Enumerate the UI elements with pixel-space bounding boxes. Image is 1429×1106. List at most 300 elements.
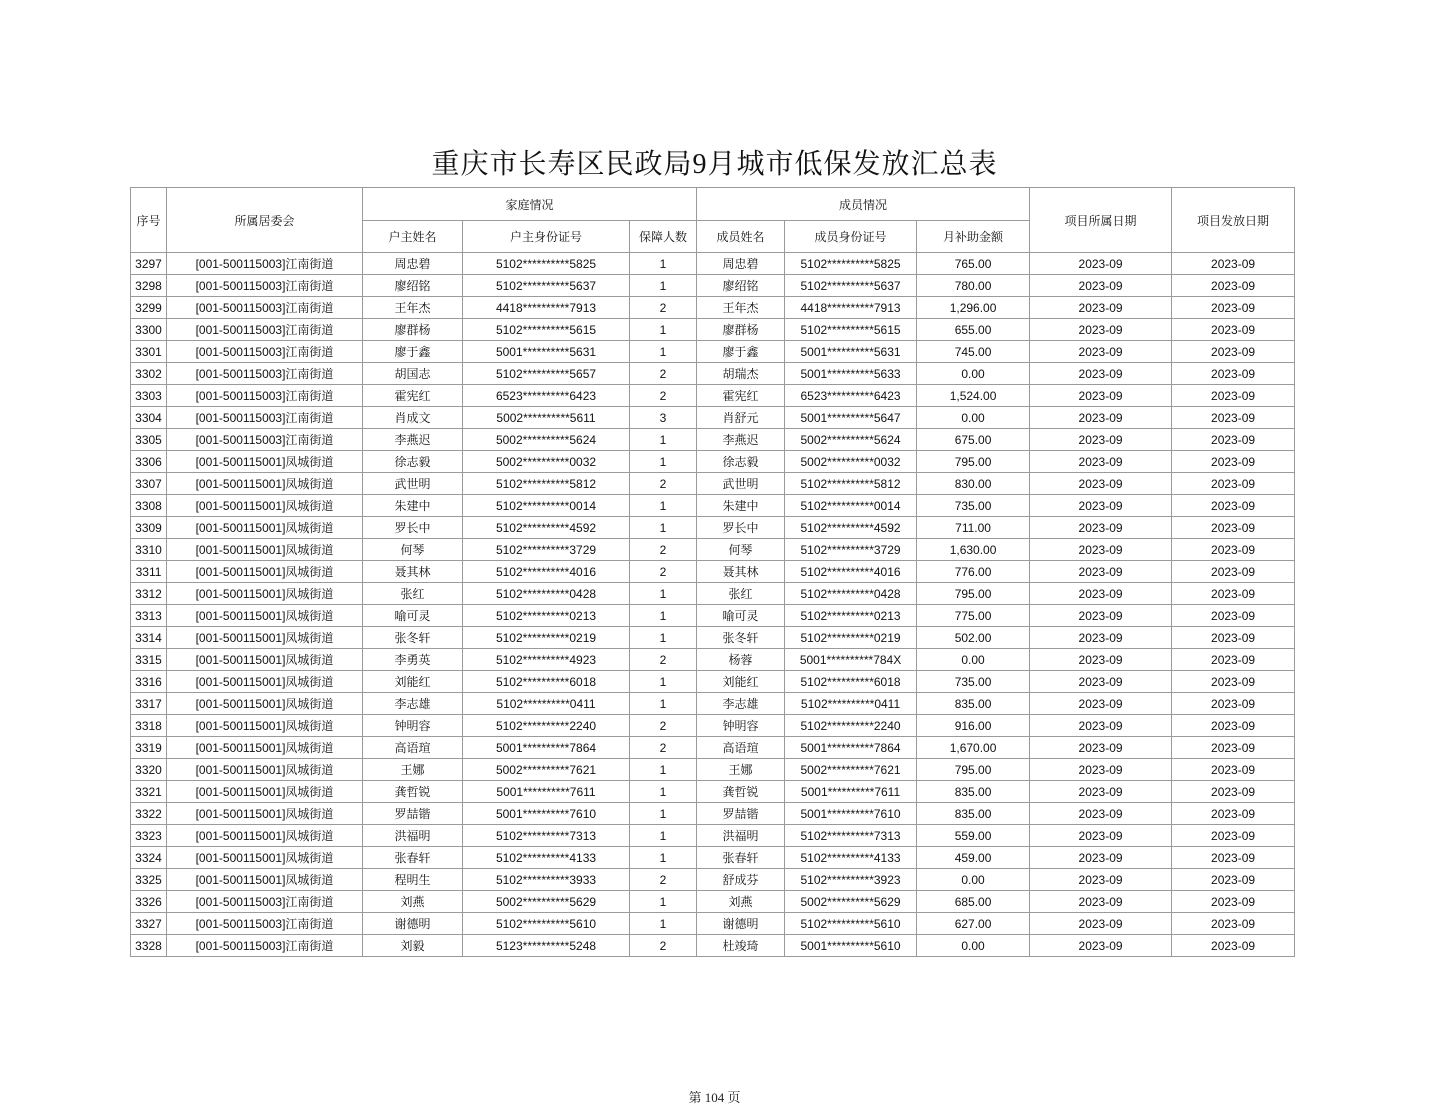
- cell-committee: [001-500115003]江南街道: [167, 319, 363, 341]
- cell-member-name: 何琴: [697, 539, 785, 561]
- table-row: [131, 275, 1295, 297]
- cell-issue-date: 2023-09: [1172, 605, 1295, 627]
- cell-seq: 3299: [131, 297, 167, 319]
- header-head-id: 户主身份证号: [463, 221, 630, 253]
- cell-seq: 3317: [131, 693, 167, 715]
- cell-issue-date: 2023-09: [1172, 583, 1295, 605]
- cell-member-id: 5001**********5631: [785, 341, 917, 363]
- cell-member-name: 廖于鑫: [697, 341, 785, 363]
- table-row: [131, 473, 1295, 495]
- cell-seq: 3311: [131, 561, 167, 583]
- cell-issue-date: 2023-09: [1172, 275, 1295, 297]
- cell-committee: [001-500115001]凤城街道: [167, 715, 363, 737]
- table-row: [131, 913, 1295, 935]
- cell-head-name: 朱建中: [363, 495, 463, 517]
- cell-seq: 3324: [131, 847, 167, 869]
- cell-seq: 3321: [131, 781, 167, 803]
- cell-persons: 1: [630, 429, 697, 451]
- cell-persons: 2: [630, 737, 697, 759]
- cell-amount: 765.00: [917, 253, 1030, 275]
- table-row: [131, 451, 1295, 473]
- cell-head-id: 5002**********0032: [463, 451, 630, 473]
- cell-project-date: 2023-09: [1030, 517, 1172, 539]
- cell-head-id: 4418**********7913: [463, 297, 630, 319]
- cell-member-name: 李燕迟: [697, 429, 785, 451]
- cell-member-id: 5001**********5647: [785, 407, 917, 429]
- cell-member-id: 5102**********3923: [785, 869, 917, 891]
- cell-project-date: 2023-09: [1030, 869, 1172, 891]
- cell-project-date: 2023-09: [1030, 891, 1172, 913]
- cell-amount: 711.00: [917, 517, 1030, 539]
- header-seq: 序号: [131, 188, 167, 253]
- cell-seq: 3326: [131, 891, 167, 913]
- cell-project-date: 2023-09: [1030, 473, 1172, 495]
- cell-issue-date: 2023-09: [1172, 319, 1295, 341]
- cell-head-name: 程明生: [363, 869, 463, 891]
- table-row: [131, 385, 1295, 407]
- cell-head-name: 谢德明: [363, 913, 463, 935]
- header-family-group: 家庭情况: [363, 188, 697, 221]
- cell-seq: 3323: [131, 825, 167, 847]
- cell-project-date: 2023-09: [1030, 781, 1172, 803]
- cell-committee: [001-500115001]凤城街道: [167, 517, 363, 539]
- cell-member-id: 5102**********5615: [785, 319, 917, 341]
- table-row: [131, 627, 1295, 649]
- cell-member-name: 舒成芬: [697, 869, 785, 891]
- cell-seq: 3328: [131, 935, 167, 957]
- cell-head-id: 5102**********4923: [463, 649, 630, 671]
- cell-member-name: 张冬轩: [697, 627, 785, 649]
- cell-member-id: 5102**********4133: [785, 847, 917, 869]
- cell-committee: [001-500115001]凤城街道: [167, 693, 363, 715]
- cell-committee: [001-500115003]江南街道: [167, 297, 363, 319]
- cell-amount: 1,630.00: [917, 539, 1030, 561]
- cell-seq: 3307: [131, 473, 167, 495]
- cell-member-name: 徐志毅: [697, 451, 785, 473]
- table-row: [131, 715, 1295, 737]
- cell-committee: [001-500115003]江南街道: [167, 385, 363, 407]
- header-member-id: 成员身份证号: [785, 221, 917, 253]
- cell-issue-date: 2023-09: [1172, 803, 1295, 825]
- cell-issue-date: 2023-09: [1172, 869, 1295, 891]
- cell-amount: 655.00: [917, 319, 1030, 341]
- cell-head-id: 5102**********0219: [463, 627, 630, 649]
- cell-issue-date: 2023-09: [1172, 429, 1295, 451]
- cell-issue-date: 2023-09: [1172, 341, 1295, 363]
- cell-head-name: 张春轩: [363, 847, 463, 869]
- page-title: 重庆市长寿区民政局9月城市低保发放汇总表: [431, 149, 998, 180]
- cell-seq: 3301: [131, 341, 167, 363]
- table-row: [131, 671, 1295, 693]
- cell-member-id: 5002**********5629: [785, 891, 917, 913]
- cell-member-id: 5001**********5610: [785, 935, 917, 957]
- cell-member-name: 张红: [697, 583, 785, 605]
- cell-project-date: 2023-09: [1030, 693, 1172, 715]
- cell-seq: 3303: [131, 385, 167, 407]
- cell-committee: [001-500115001]凤城街道: [167, 627, 363, 649]
- cell-member-name: 洪福明: [697, 825, 785, 847]
- cell-head-name: 肖成文: [363, 407, 463, 429]
- header-project-date: 项目所属日期: [1030, 188, 1172, 253]
- cell-seq: 3314: [131, 627, 167, 649]
- cell-head-name: 霍宪红: [363, 385, 463, 407]
- cell-committee: [001-500115001]凤城街道: [167, 847, 363, 869]
- cell-project-date: 2023-09: [1030, 605, 1172, 627]
- cell-committee: [001-500115001]凤城街道: [167, 495, 363, 517]
- cell-project-date: 2023-09: [1030, 847, 1172, 869]
- cell-seq: 3308: [131, 495, 167, 517]
- cell-amount: 627.00: [917, 913, 1030, 935]
- header-amount: 月补助金额: [917, 221, 1030, 253]
- cell-member-name: 霍宪红: [697, 385, 785, 407]
- cell-amount: 745.00: [917, 341, 1030, 363]
- cell-member-id: 5001**********784X: [785, 649, 917, 671]
- cell-amount: 1,524.00: [917, 385, 1030, 407]
- cell-member-name: 李志雄: [697, 693, 785, 715]
- cell-project-date: 2023-09: [1030, 451, 1172, 473]
- header-issue-date: 项目发放日期: [1172, 188, 1295, 253]
- cell-amount: 795.00: [917, 451, 1030, 473]
- table-row: [131, 363, 1295, 385]
- header-committee: 所属居委会: [167, 188, 363, 253]
- cell-committee: [001-500115001]凤城街道: [167, 781, 363, 803]
- cell-project-date: 2023-09: [1030, 407, 1172, 429]
- cell-head-id: 5002**********5624: [463, 429, 630, 451]
- cell-persons: 2: [630, 385, 697, 407]
- cell-head-name: 廖于鑫: [363, 341, 463, 363]
- cell-persons: 1: [630, 759, 697, 781]
- header-persons: 保障人数: [630, 221, 697, 253]
- cell-amount: 459.00: [917, 847, 1030, 869]
- table-row: [131, 847, 1295, 869]
- cell-seq: 3312: [131, 583, 167, 605]
- cell-head-id: 5102**********2240: [463, 715, 630, 737]
- cell-issue-date: 2023-09: [1172, 781, 1295, 803]
- table-row: [131, 583, 1295, 605]
- cell-project-date: 2023-09: [1030, 671, 1172, 693]
- table-row: [131, 825, 1295, 847]
- cell-head-id: 5002**********5629: [463, 891, 630, 913]
- cell-project-date: 2023-09: [1030, 429, 1172, 451]
- cell-persons: 1: [630, 825, 697, 847]
- cell-seq: 3298: [131, 275, 167, 297]
- cell-head-name: 王年杰: [363, 297, 463, 319]
- table-row: [131, 297, 1295, 319]
- cell-issue-date: 2023-09: [1172, 539, 1295, 561]
- cell-member-id: 5002**********5624: [785, 429, 917, 451]
- cell-issue-date: 2023-09: [1172, 627, 1295, 649]
- cell-seq: 3305: [131, 429, 167, 451]
- cell-committee: [001-500115001]凤城街道: [167, 473, 363, 495]
- cell-issue-date: 2023-09: [1172, 715, 1295, 737]
- cell-issue-date: 2023-09: [1172, 473, 1295, 495]
- cell-member-id: 5102**********0411: [785, 693, 917, 715]
- cell-issue-date: 2023-09: [1172, 517, 1295, 539]
- cell-head-name: 刘能红: [363, 671, 463, 693]
- cell-amount: 835.00: [917, 693, 1030, 715]
- cell-seq: 3313: [131, 605, 167, 627]
- header-member-name: 成员姓名: [697, 221, 785, 253]
- cell-committee: [001-500115003]江南街道: [167, 363, 363, 385]
- cell-amount: 735.00: [917, 671, 1030, 693]
- cell-committee: [001-500115001]凤城街道: [167, 825, 363, 847]
- cell-head-id: 5102**********3933: [463, 869, 630, 891]
- page-number: 第 104 页: [688, 1090, 741, 1105]
- cell-member-name: 朱建中: [697, 495, 785, 517]
- cell-head-id: 5102**********4592: [463, 517, 630, 539]
- cell-persons: 1: [630, 781, 697, 803]
- cell-member-name: 廖群杨: [697, 319, 785, 341]
- cell-member-name: 肖舒元: [697, 407, 785, 429]
- cell-member-name: 刘燕: [697, 891, 785, 913]
- cell-amount: 1,670.00: [917, 737, 1030, 759]
- cell-persons: 2: [630, 649, 697, 671]
- cell-head-id: 5001**********7864: [463, 737, 630, 759]
- cell-persons: 1: [630, 803, 697, 825]
- cell-member-id: 5001**********7864: [785, 737, 917, 759]
- cell-member-id: 5102**********4016: [785, 561, 917, 583]
- cell-committee: [001-500115003]江南街道: [167, 429, 363, 451]
- cell-head-id: 6523**********6423: [463, 385, 630, 407]
- cell-persons: 1: [630, 319, 697, 341]
- cell-seq: 3297: [131, 253, 167, 275]
- cell-head-id: 5102**********5812: [463, 473, 630, 495]
- table-row: [131, 253, 1295, 275]
- cell-seq: 3319: [131, 737, 167, 759]
- cell-member-id: 5102**********0213: [785, 605, 917, 627]
- table-row: [131, 737, 1295, 759]
- cell-persons: 1: [630, 671, 697, 693]
- table-row: [131, 649, 1295, 671]
- cell-project-date: 2023-09: [1030, 803, 1172, 825]
- table-row: [131, 341, 1295, 363]
- cell-committee: [001-500115003]江南街道: [167, 913, 363, 935]
- table-row: [131, 759, 1295, 781]
- cell-project-date: 2023-09: [1030, 715, 1172, 737]
- cell-head-name: 武世明: [363, 473, 463, 495]
- cell-member-name: 王娜: [697, 759, 785, 781]
- cell-issue-date: 2023-09: [1172, 759, 1295, 781]
- cell-amount: 776.00: [917, 561, 1030, 583]
- cell-head-name: 高语瑄: [363, 737, 463, 759]
- cell-head-id: 5001**********7610: [463, 803, 630, 825]
- cell-head-id: 5102**********5610: [463, 913, 630, 935]
- cell-head-id: 5102**********3729: [463, 539, 630, 561]
- cell-project-date: 2023-09: [1030, 737, 1172, 759]
- cell-head-name: 周忠碧: [363, 253, 463, 275]
- cell-member-id: 5001**********5633: [785, 363, 917, 385]
- cell-member-id: 5102**********0014: [785, 495, 917, 517]
- cell-issue-date: 2023-09: [1172, 693, 1295, 715]
- table-row: [131, 781, 1295, 803]
- cell-persons: 3: [630, 407, 697, 429]
- cell-committee: [001-500115001]凤城街道: [167, 451, 363, 473]
- cell-committee: [001-500115001]凤城街道: [167, 539, 363, 561]
- cell-member-id: 5002**********0032: [785, 451, 917, 473]
- cell-amount: 0.00: [917, 869, 1030, 891]
- cell-member-id: 5102**********5812: [785, 473, 917, 495]
- cell-project-date: 2023-09: [1030, 759, 1172, 781]
- cell-head-name: 张冬轩: [363, 627, 463, 649]
- cell-seq: 3315: [131, 649, 167, 671]
- cell-head-name: 罗喆锴: [363, 803, 463, 825]
- cell-member-id: 5102**********0219: [785, 627, 917, 649]
- cell-head-id: 5002**********7621: [463, 759, 630, 781]
- cell-head-name: 聂其林: [363, 561, 463, 583]
- cell-member-id: 5102**********6018: [785, 671, 917, 693]
- cell-committee: [001-500115003]江南街道: [167, 341, 363, 363]
- cell-issue-date: 2023-09: [1172, 825, 1295, 847]
- cell-issue-date: 2023-09: [1172, 649, 1295, 671]
- cell-member-id: 5102**********4592: [785, 517, 917, 539]
- cell-seq: 3316: [131, 671, 167, 693]
- cell-head-id: 5102**********6018: [463, 671, 630, 693]
- cell-persons: 1: [630, 693, 697, 715]
- cell-member-name: 刘能红: [697, 671, 785, 693]
- cell-head-name: 龚哲锐: [363, 781, 463, 803]
- table-row: [131, 429, 1295, 451]
- cell-seq: 3302: [131, 363, 167, 385]
- cell-head-name: 廖群杨: [363, 319, 463, 341]
- cell-member-id: 5102**********7313: [785, 825, 917, 847]
- cell-project-date: 2023-09: [1030, 583, 1172, 605]
- cell-project-date: 2023-09: [1030, 275, 1172, 297]
- cell-persons: 1: [630, 891, 697, 913]
- cell-persons: 1: [630, 253, 697, 275]
- cell-amount: 735.00: [917, 495, 1030, 517]
- cell-persons: 1: [630, 847, 697, 869]
- cell-head-name: 张红: [363, 583, 463, 605]
- cell-amount: 685.00: [917, 891, 1030, 913]
- cell-project-date: 2023-09: [1030, 253, 1172, 275]
- cell-persons: 1: [630, 913, 697, 935]
- cell-issue-date: 2023-09: [1172, 363, 1295, 385]
- cell-member-name: 谢德明: [697, 913, 785, 935]
- cell-persons: 1: [630, 627, 697, 649]
- cell-seq: 3320: [131, 759, 167, 781]
- cell-head-name: 刘燕: [363, 891, 463, 913]
- cell-persons: 1: [630, 275, 697, 297]
- cell-member-name: 罗长中: [697, 517, 785, 539]
- header-head-name: 户主姓名: [363, 221, 463, 253]
- cell-member-name: 武世明: [697, 473, 785, 495]
- cell-project-date: 2023-09: [1030, 935, 1172, 957]
- cell-head-id: 5002**********5611: [463, 407, 630, 429]
- cell-persons: 2: [630, 363, 697, 385]
- cell-persons: 2: [630, 539, 697, 561]
- cell-seq: 3325: [131, 869, 167, 891]
- cell-seq: 3322: [131, 803, 167, 825]
- cell-amount: 1,296.00: [917, 297, 1030, 319]
- cell-amount: 775.00: [917, 605, 1030, 627]
- cell-amount: 0.00: [917, 363, 1030, 385]
- cell-head-name: 李志雄: [363, 693, 463, 715]
- table-row: [131, 495, 1295, 517]
- cell-issue-date: 2023-09: [1172, 671, 1295, 693]
- cell-issue-date: 2023-09: [1172, 297, 1295, 319]
- cell-persons: 1: [630, 495, 697, 517]
- table-row: [131, 803, 1295, 825]
- cell-project-date: 2023-09: [1030, 297, 1172, 319]
- cell-issue-date: 2023-09: [1172, 385, 1295, 407]
- cell-persons: 1: [630, 451, 697, 473]
- cell-amount: 835.00: [917, 781, 1030, 803]
- cell-head-name: 李勇英: [363, 649, 463, 671]
- cell-committee: [001-500115001]凤城街道: [167, 561, 363, 583]
- table-row: [131, 605, 1295, 627]
- cell-issue-date: 2023-09: [1172, 253, 1295, 275]
- cell-issue-date: 2023-09: [1172, 891, 1295, 913]
- cell-persons: 2: [630, 297, 697, 319]
- header-member-group: 成员情况: [697, 188, 1030, 221]
- cell-seq: 3300: [131, 319, 167, 341]
- cell-persons: 2: [630, 869, 697, 891]
- cell-member-id: 5102**********5637: [785, 275, 917, 297]
- cell-member-id: 5001**********7611: [785, 781, 917, 803]
- cell-head-name: 喻可灵: [363, 605, 463, 627]
- cell-head-id: 5102**********5637: [463, 275, 630, 297]
- cell-amount: 502.00: [917, 627, 1030, 649]
- cell-head-id: 5001**********7611: [463, 781, 630, 803]
- cell-member-id: 5102**********0428: [785, 583, 917, 605]
- cell-member-name: 喻可灵: [697, 605, 785, 627]
- table-row: [131, 517, 1295, 539]
- cell-issue-date: 2023-09: [1172, 407, 1295, 429]
- cell-member-name: 杜竣琦: [697, 935, 785, 957]
- cell-amount: 0.00: [917, 649, 1030, 671]
- cell-issue-date: 2023-09: [1172, 737, 1295, 759]
- cell-seq: 3327: [131, 913, 167, 935]
- cell-head-id: 5102**********0411: [463, 693, 630, 715]
- table-row: [131, 891, 1295, 913]
- cell-project-date: 2023-09: [1030, 561, 1172, 583]
- cell-committee: [001-500115001]凤城街道: [167, 869, 363, 891]
- cell-committee: [001-500115003]江南街道: [167, 891, 363, 913]
- cell-head-id: 5001**********5631: [463, 341, 630, 363]
- cell-project-date: 2023-09: [1030, 539, 1172, 561]
- cell-member-id: 5102**********5825: [785, 253, 917, 275]
- cell-member-name: 廖绍铭: [697, 275, 785, 297]
- cell-member-name: 龚哲锐: [697, 781, 785, 803]
- cell-member-id: 5102**********2240: [785, 715, 917, 737]
- table-row: [131, 935, 1295, 957]
- cell-member-name: 王年杰: [697, 297, 785, 319]
- cell-issue-date: 2023-09: [1172, 847, 1295, 869]
- cell-amount: 675.00: [917, 429, 1030, 451]
- cell-issue-date: 2023-09: [1172, 913, 1295, 935]
- table-row: [131, 869, 1295, 891]
- cell-project-date: 2023-09: [1030, 649, 1172, 671]
- cell-member-name: 高语瑄: [697, 737, 785, 759]
- cell-amount: 0.00: [917, 935, 1030, 957]
- cell-seq: 3309: [131, 517, 167, 539]
- cell-head-name: 廖绍铭: [363, 275, 463, 297]
- cell-seq: 3304: [131, 407, 167, 429]
- cell-member-id: 5102**********5610: [785, 913, 917, 935]
- cell-member-id: 5001**********7610: [785, 803, 917, 825]
- cell-persons: 1: [630, 583, 697, 605]
- table-row: [131, 539, 1295, 561]
- cell-head-id: 5102**********5615: [463, 319, 630, 341]
- cell-project-date: 2023-09: [1030, 319, 1172, 341]
- table-header: [131, 188, 1295, 253]
- table-row: [131, 693, 1295, 715]
- cell-head-name: 王娜: [363, 759, 463, 781]
- cell-head-id: 5102**********0213: [463, 605, 630, 627]
- cell-issue-date: 2023-09: [1172, 561, 1295, 583]
- cell-member-name: 周忠碧: [697, 253, 785, 275]
- cell-head-id: 5102**********0428: [463, 583, 630, 605]
